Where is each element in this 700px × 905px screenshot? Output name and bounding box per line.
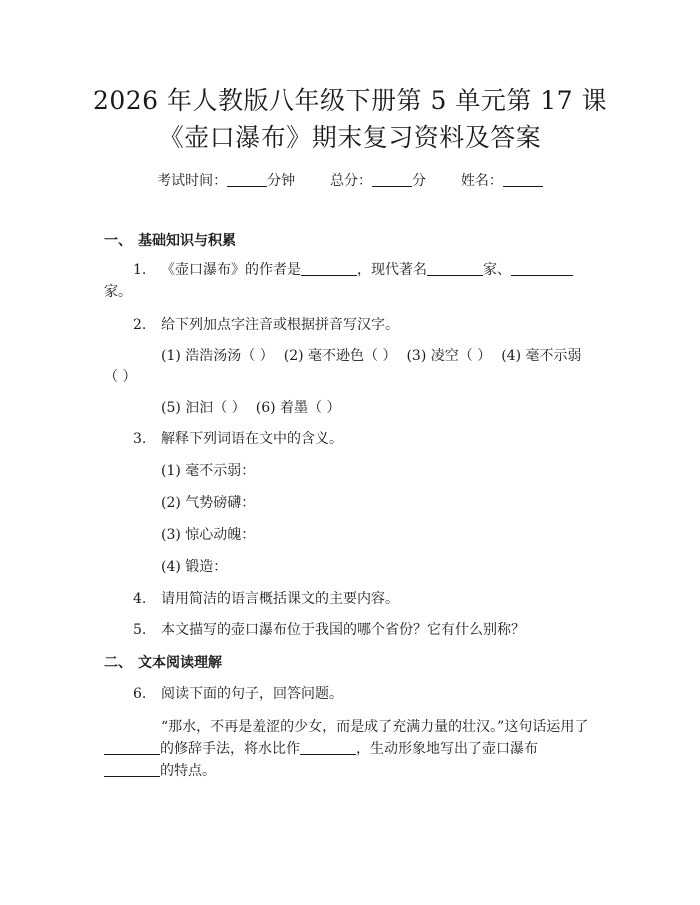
q6-text: 的修辞手法，将水比作 [160,741,300,757]
section-number: 一、 [104,233,132,249]
question-3-text: 解释下列词语在文中的含义。 [161,431,343,447]
q2-item: (5) 汩汩（ ） [161,400,246,416]
feature-blank[interactable] [104,762,160,777]
question-number: 1. [133,262,147,278]
profession-blank-2[interactable] [511,261,573,276]
q2-item: (3) 凌空（ ） [406,348,492,364]
name-label: 姓名： [460,173,503,189]
question-2-text: 给下列加点字注音或根据拼音写汉字。 [161,317,399,333]
question-4 [133,588,399,610]
q2-item: (2) 毫不逊色（ ） [283,348,397,364]
question-6 [133,683,343,705]
section-number: 二、 [104,655,132,671]
question-number: 3. [133,431,147,447]
question-2-items-2 [161,397,340,419]
time-unit: 分钟 [267,173,296,189]
question-2 [133,314,399,336]
q1-text-3: 家、 [483,262,511,278]
score-label: 总分： [330,173,372,189]
q2-item: (6) 着墨（ ） [255,400,341,416]
q2-item: (4) 毫不示弱 [501,348,582,364]
section-2-heading [104,652,222,672]
section-title: 文本阅读理解 [138,655,222,671]
metaphor-blank[interactable] [300,740,356,755]
score-unit: 分 [412,173,426,189]
q1-text-2: ，现代著名 [357,262,427,278]
q3-sub-item: (2) 气势磅礴： [161,495,256,511]
question-5-text: 本文描写的壶口瀑布位于我国的哪个省份？它有什么别称？ [161,622,525,638]
rhetoric-blank[interactable] [104,740,160,755]
author-blank[interactable] [301,261,357,276]
q6-quote-line-3 [104,760,216,782]
section-title: 基础知识与积累 [138,233,236,249]
question-5 [133,619,525,641]
q6-quote-line-1: “那水，不再是羞涩的少女，而是成了充满力量的壮汉。”这句话运用了 [161,719,589,735]
q3-sub-item: (1) 毫不示弱： [161,463,256,479]
q1-text-1: 《壶口瀑布》的作者是 [161,262,301,278]
question-number: 4. [133,591,147,607]
q2-item: (1) 浩浩汤汤（ ） [161,348,274,364]
q3-sub-item: (4) 锻造： [161,559,228,575]
title-line-2: 《壶口瀑布》期末复习资料及答案 [158,123,542,152]
q6-text: 的特点。 [160,763,216,779]
time-label: 考试时间： [157,173,228,189]
q3-sub-item: (3) 惊心动魄： [161,527,256,543]
question-2-items [161,345,581,367]
question-number: 5. [133,622,147,638]
score-blank[interactable] [372,172,412,187]
profession-blank-1[interactable] [427,261,483,276]
q6-text: ，生动形象地写出了壶口瀑布 [356,741,538,757]
question-4-text: 请用简洁的语言概括课文的主要内容。 [161,591,399,607]
exam-meta [0,170,700,190]
title-line-1: 2026 年人教版八年级下册第 5 单元第 17 课 [92,86,608,115]
time-blank[interactable] [227,172,267,187]
question-2-wrap: （ ） [104,369,137,385]
question-number: 6. [133,686,147,702]
question-number: 2. [133,317,147,333]
name-blank[interactable] [503,172,543,187]
question-6-text: 阅读下面的句子，回答问题。 [161,686,343,702]
question-1 [133,259,573,281]
q6-quote-line-2 [104,738,538,760]
section-1-heading [104,230,236,250]
question-3 [133,428,343,450]
question-1-wrap: 家。 [104,284,132,300]
